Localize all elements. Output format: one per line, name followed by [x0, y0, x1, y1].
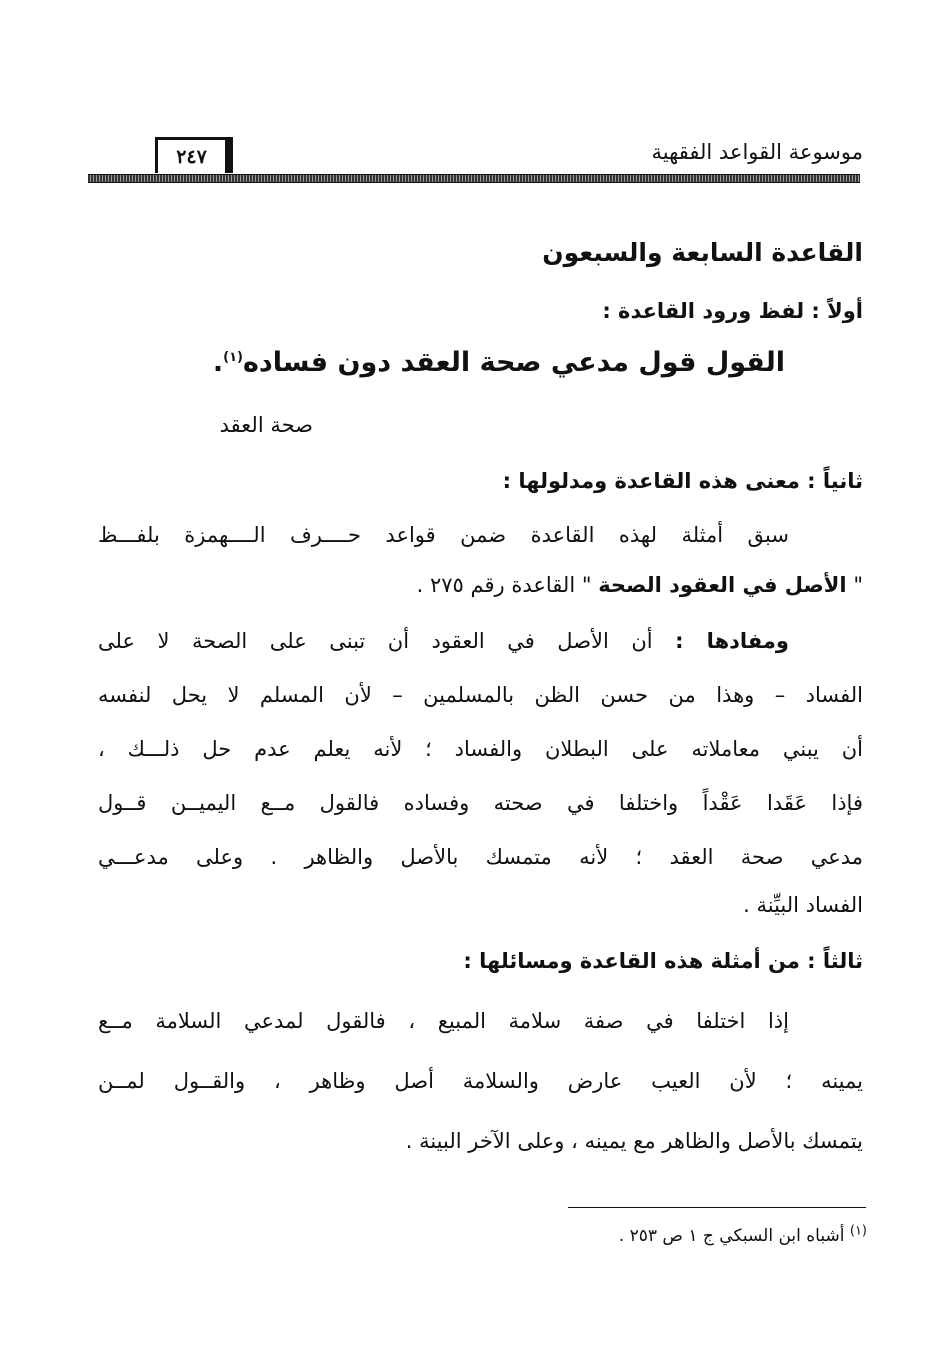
- para2-lead: ومفادها :: [675, 629, 789, 653]
- para2-line1-text: أن الأصل في العقود أن تبنى على الصحة لا على: [98, 629, 653, 653]
- rule-period: .: [212, 347, 224, 378]
- para1-line2: [417, 570, 863, 600]
- para2-line6: الفساد البيِّنة .: [743, 893, 863, 917]
- footnote-ref[interactable]: (١): [223, 350, 243, 365]
- quote-open: ": [853, 573, 863, 597]
- section3-heading: ثالثاً : من أمثلة هذه القاعدة ومسائلها :: [463, 949, 863, 973]
- para2-line4: فإذا عَقَدا عَقْداً واختلفا في صحته وفساده فالقول مــع اليميــن قــول: [98, 791, 863, 815]
- cited-rule-number: " القاعدة رقم ٢٧٥ .: [416, 573, 592, 597]
- para2-line5: مدعي صحة العقد ؛ لأنه متمسك بالأصل والظاهر . وعلى مدعـــي: [98, 845, 863, 869]
- running-title: موسوعة القواعد الفقهية: [651, 140, 863, 164]
- page-number: ٢٤٧: [155, 137, 233, 173]
- footnote-rule: [568, 1207, 866, 1208]
- para3-line3: يتمسك بالأصل والظاهر مع يمينه ، وعلى الآخر البينة .: [405, 1129, 863, 1153]
- para2-line3: أن يبني معاملاته على البطلان والفساد ؛ لأنه يعلم عدم حل ذلـــك ،: [98, 737, 863, 761]
- section1-heading: أولاً : لفظ ورود القاعدة :: [602, 299, 863, 323]
- cited-rule: الأصل في العقود الصحة: [598, 573, 847, 597]
- footnote-marker: (١): [849, 1223, 867, 1239]
- para3-line1: إذا اختلفا في صفة سلامة المبيع ، فالقول لمدعي السلامة مــع: [98, 1009, 789, 1033]
- rule-statement: [213, 348, 785, 378]
- section2-heading: ثانياً : معنى هذه القاعدة ومدلولها :: [502, 469, 863, 493]
- header-rule: [88, 174, 860, 183]
- rule-title: القاعدة السابعة والسبعون: [542, 238, 863, 267]
- footnote-text: أشباه ابن السبكي ج ١ ص ٢٥٣ .: [618, 1226, 845, 1246]
- para2-line2: الفساد – وهذا من حسن الظن بالمسلمين – لأن المسلم لا يحل لنفسه: [98, 683, 863, 707]
- footnote: [618, 1223, 867, 1246]
- rule-text: القول قول مدعي صحة العقد دون فساده: [242, 347, 785, 378]
- keyword: صحة العقد: [219, 413, 313, 437]
- para1-line1: سبق أمثلة لهذه القاعدة ضمن قواعد حــــرف الــــهمزة بلفـــظ: [98, 523, 789, 547]
- para2-line1: [98, 626, 789, 656]
- para3-line2: يمينه ؛ لأن العيب عارض والسلامة أصل وظاهر ، والقــول لمــن: [98, 1069, 863, 1093]
